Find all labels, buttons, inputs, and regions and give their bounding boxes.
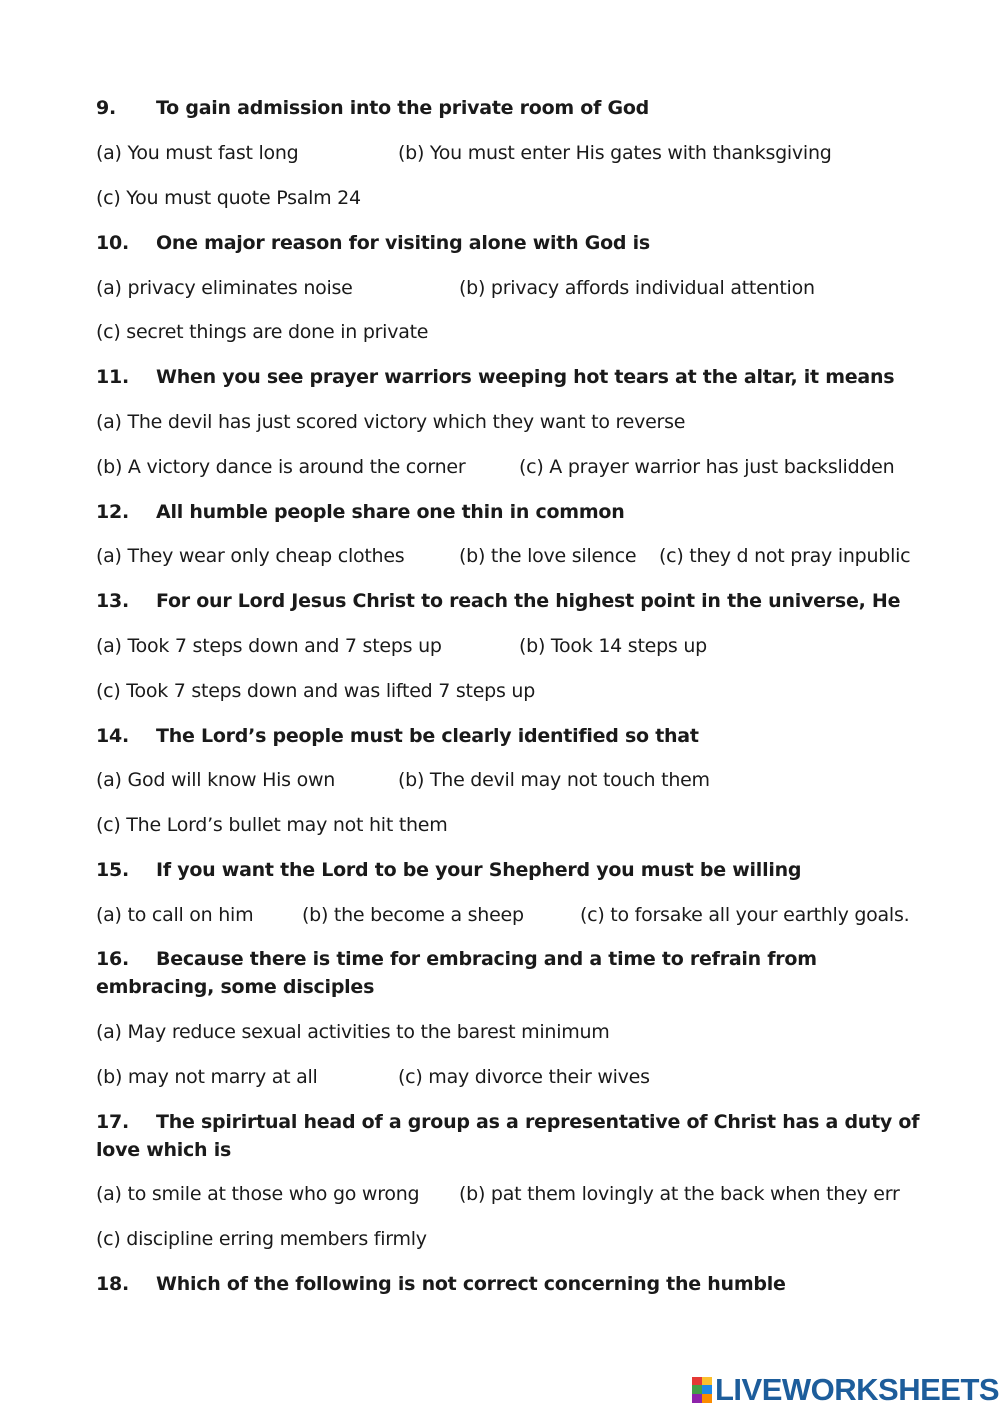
option-11c[interactable]: (c) A prayer warrior has just backslidden <box>519 456 895 478</box>
option-12b[interactable]: (b) the love silence <box>459 545 637 567</box>
question-13: 13. For our Lord Jesus Christ to reach the highest point in the universe, He <box>96 590 901 612</box>
question-12: 12. All humble people share one thin in common <box>96 501 625 523</box>
question-11: 11. When you see prayer warriors weeping hot tears at the altar, it means <box>96 366 895 388</box>
question-14: 14. The Lord’s people must be clearly identified so that <box>96 725 699 747</box>
option-16c[interactable]: (c) may divorce their wives <box>398 1066 650 1088</box>
question-16: 16. Because there is time for embracing and a time to refrain from <box>96 948 817 970</box>
option-16a[interactable]: (a) May reduce sexual activities to the barest minimum <box>96 1021 610 1043</box>
option-15a[interactable]: (a) to call on him <box>96 904 254 926</box>
question-18: 18. Which of the following is not correct concerning the humble <box>96 1273 786 1295</box>
question-9: 9. To gain admission into the private room of God <box>96 97 649 119</box>
option-17a[interactable]: (a) to smile at those who go wrong <box>96 1183 420 1205</box>
question-16-continued: embracing, some disciples <box>96 976 375 998</box>
option-17c[interactable]: (c) discipline erring members firmly <box>96 1228 427 1250</box>
option-10c[interactable]: (c) secret things are done in private <box>96 321 429 343</box>
option-14c[interactable]: (c) The Lord’s bullet may not hit them <box>96 814 448 836</box>
liveworksheets-logo-text: LIVEWORKSHEETS <box>715 1372 1000 1407</box>
option-13b[interactable]: (b) Took 14 steps up <box>519 635 707 657</box>
liveworksheets-logo-icon <box>692 1377 712 1403</box>
question-17: 17. The spirirtual head of a group as a representative of Christ has a duty of <box>96 1111 920 1133</box>
option-15c[interactable]: (c) to forsake all your earthly goals. <box>580 904 910 926</box>
question-17-continued: love which is <box>96 1139 232 1161</box>
option-15b[interactable]: (b) the become a sheep <box>302 904 524 926</box>
option-12a[interactable]: (a) They wear only cheap clothes <box>96 545 405 567</box>
question-15: 15. If you want the Lord to be your Shepherd you must be willing <box>96 859 802 881</box>
option-17b[interactable]: (b) pat them lovingly at the back when they err <box>459 1183 900 1205</box>
option-13c[interactable]: (c) Took 7 steps down and was lifted 7 steps up <box>96 680 536 702</box>
option-12c[interactable]: (c) they d not pray inpublic <box>659 545 911 567</box>
option-16b[interactable]: (b) may not marry at all <box>96 1066 318 1088</box>
option-13a[interactable]: (a) Took 7 steps down and 7 steps up <box>96 635 442 657</box>
option-9b[interactable]: (b) You must enter His gates with thanksgiving <box>398 142 832 164</box>
option-14a[interactable]: (a) God will know His own <box>96 769 336 791</box>
option-11a[interactable]: (a) The devil has just scored victory which they want to reverse <box>96 411 686 433</box>
option-9a[interactable]: (a) You must fast long <box>96 142 299 164</box>
liveworksheets-logo[interactable] <box>692 1373 999 1407</box>
option-9c[interactable]: (c) You must quote Psalm 24 <box>96 187 361 209</box>
option-11b[interactable]: (b) A victory dance is around the corner <box>96 456 466 478</box>
option-10b[interactable]: (b) privacy affords individual attention <box>459 277 815 299</box>
option-14b[interactable]: (b) The devil may not touch them <box>398 769 710 791</box>
option-10a[interactable]: (a) privacy eliminates noise <box>96 277 353 299</box>
question-10: 10. One major reason for visiting alone with God is <box>96 232 650 254</box>
